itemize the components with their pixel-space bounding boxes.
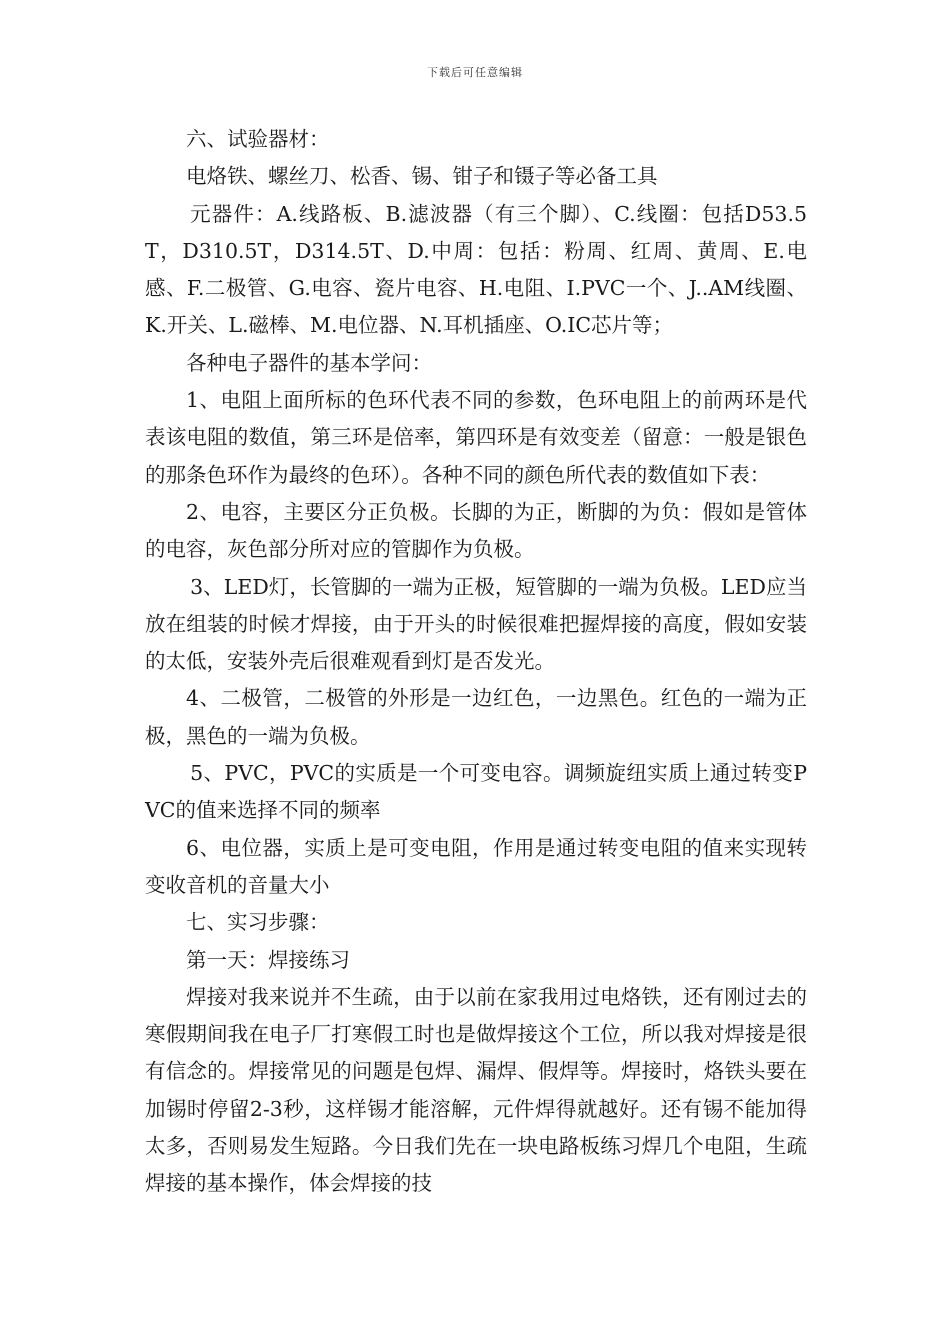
- document-body: [145, 121, 807, 1203]
- paragraph-led: 3、LED灯，长管脚的一端为正极，短管脚的一端为负极。LED应当放在组装的时候才焊接，由于开头的时候很难把握焊接的高度，假如安装的太低，安装外壳后很难观看到灯是否发光。: [145, 574, 807, 674]
- section-title-steps: 七、实习步骤：: [186, 910, 330, 935]
- paragraph-soldering: 焊接对我来说并不生疏，由于以前在家我用过电烙铁，还有刚过去的寒假期间我在电子厂打寒假工时也是做焊接这个工位，所以我对焊接是很有信念的。焊接常见的问题是包焊、漏焊、假焊等。焊接时，烙铁头要在加锡时停留2-3秒，这样锡才能溶解，元件焊得就越好。还有锡不能加得太多，否则易发生短路。今日我们先在一块电路板练习焊几个电阻，生疏焊接的基本操作，体会焊接的技: [145, 984, 807, 1196]
- paragraph-resistor: 1、电阻上面所标的色环代表不同的参数，色环电阻上的前两环是代表该电阻的数值，第三环是倍率，第四环是有效变差（留意：一般是银色的那条色环作为最终的色环）。各种不同的颜色所代表的数值如下表：: [145, 388, 807, 487]
- paragraph-pvc: 5、PVC，PVC的实质是一个可变电容。调频旋纽实质上通过转变PVC的值来选择不同的频率: [145, 761, 807, 823]
- paragraph-capacitor: 2、电容，主要区分正负极。长脚的为正，断脚的为负：假如是管体的电容，灰色部分所对应的管脚作为负极。: [145, 499, 807, 562]
- subheading-day-one: 第一天：焊接练习: [186, 947, 350, 972]
- page-header: 下载后可任意编辑: [427, 66, 523, 79]
- paragraph-diode: 4、二极管，二极管的外形是一边红色，一边黑色。红色的一端为正极，黑色的一端为负极。: [145, 686, 807, 748]
- paragraph-tools: 电烙铁、螺丝刀、松香、锡、钳子和镊子等必备工具: [186, 164, 658, 189]
- section-title-basics: 各种电子器件的基本学问：: [186, 350, 432, 375]
- section-title-equipment: 六、试验器材：: [186, 127, 330, 151]
- paragraph-components: 元器件：A.线路板、B.滤波器（有三个脚）、C.线圈：包括D53.5T，D310.5T，D314.5T、D.中周：包括：粉周、红周、黄周、E.电感、F.二极管、G.电容、瓷片电容、H.电阻、I.PVC一个、J..AM线圈、K.开关、L.磁棒、M.电位器、N.耳机插座、O.IC芯片等；: [145, 201, 807, 338]
- paragraph-potentiometer: 6、电位器，实质上是可变电阻，作用是通过转变电阻的值来实现转变收音机的音量大小: [145, 835, 807, 897]
